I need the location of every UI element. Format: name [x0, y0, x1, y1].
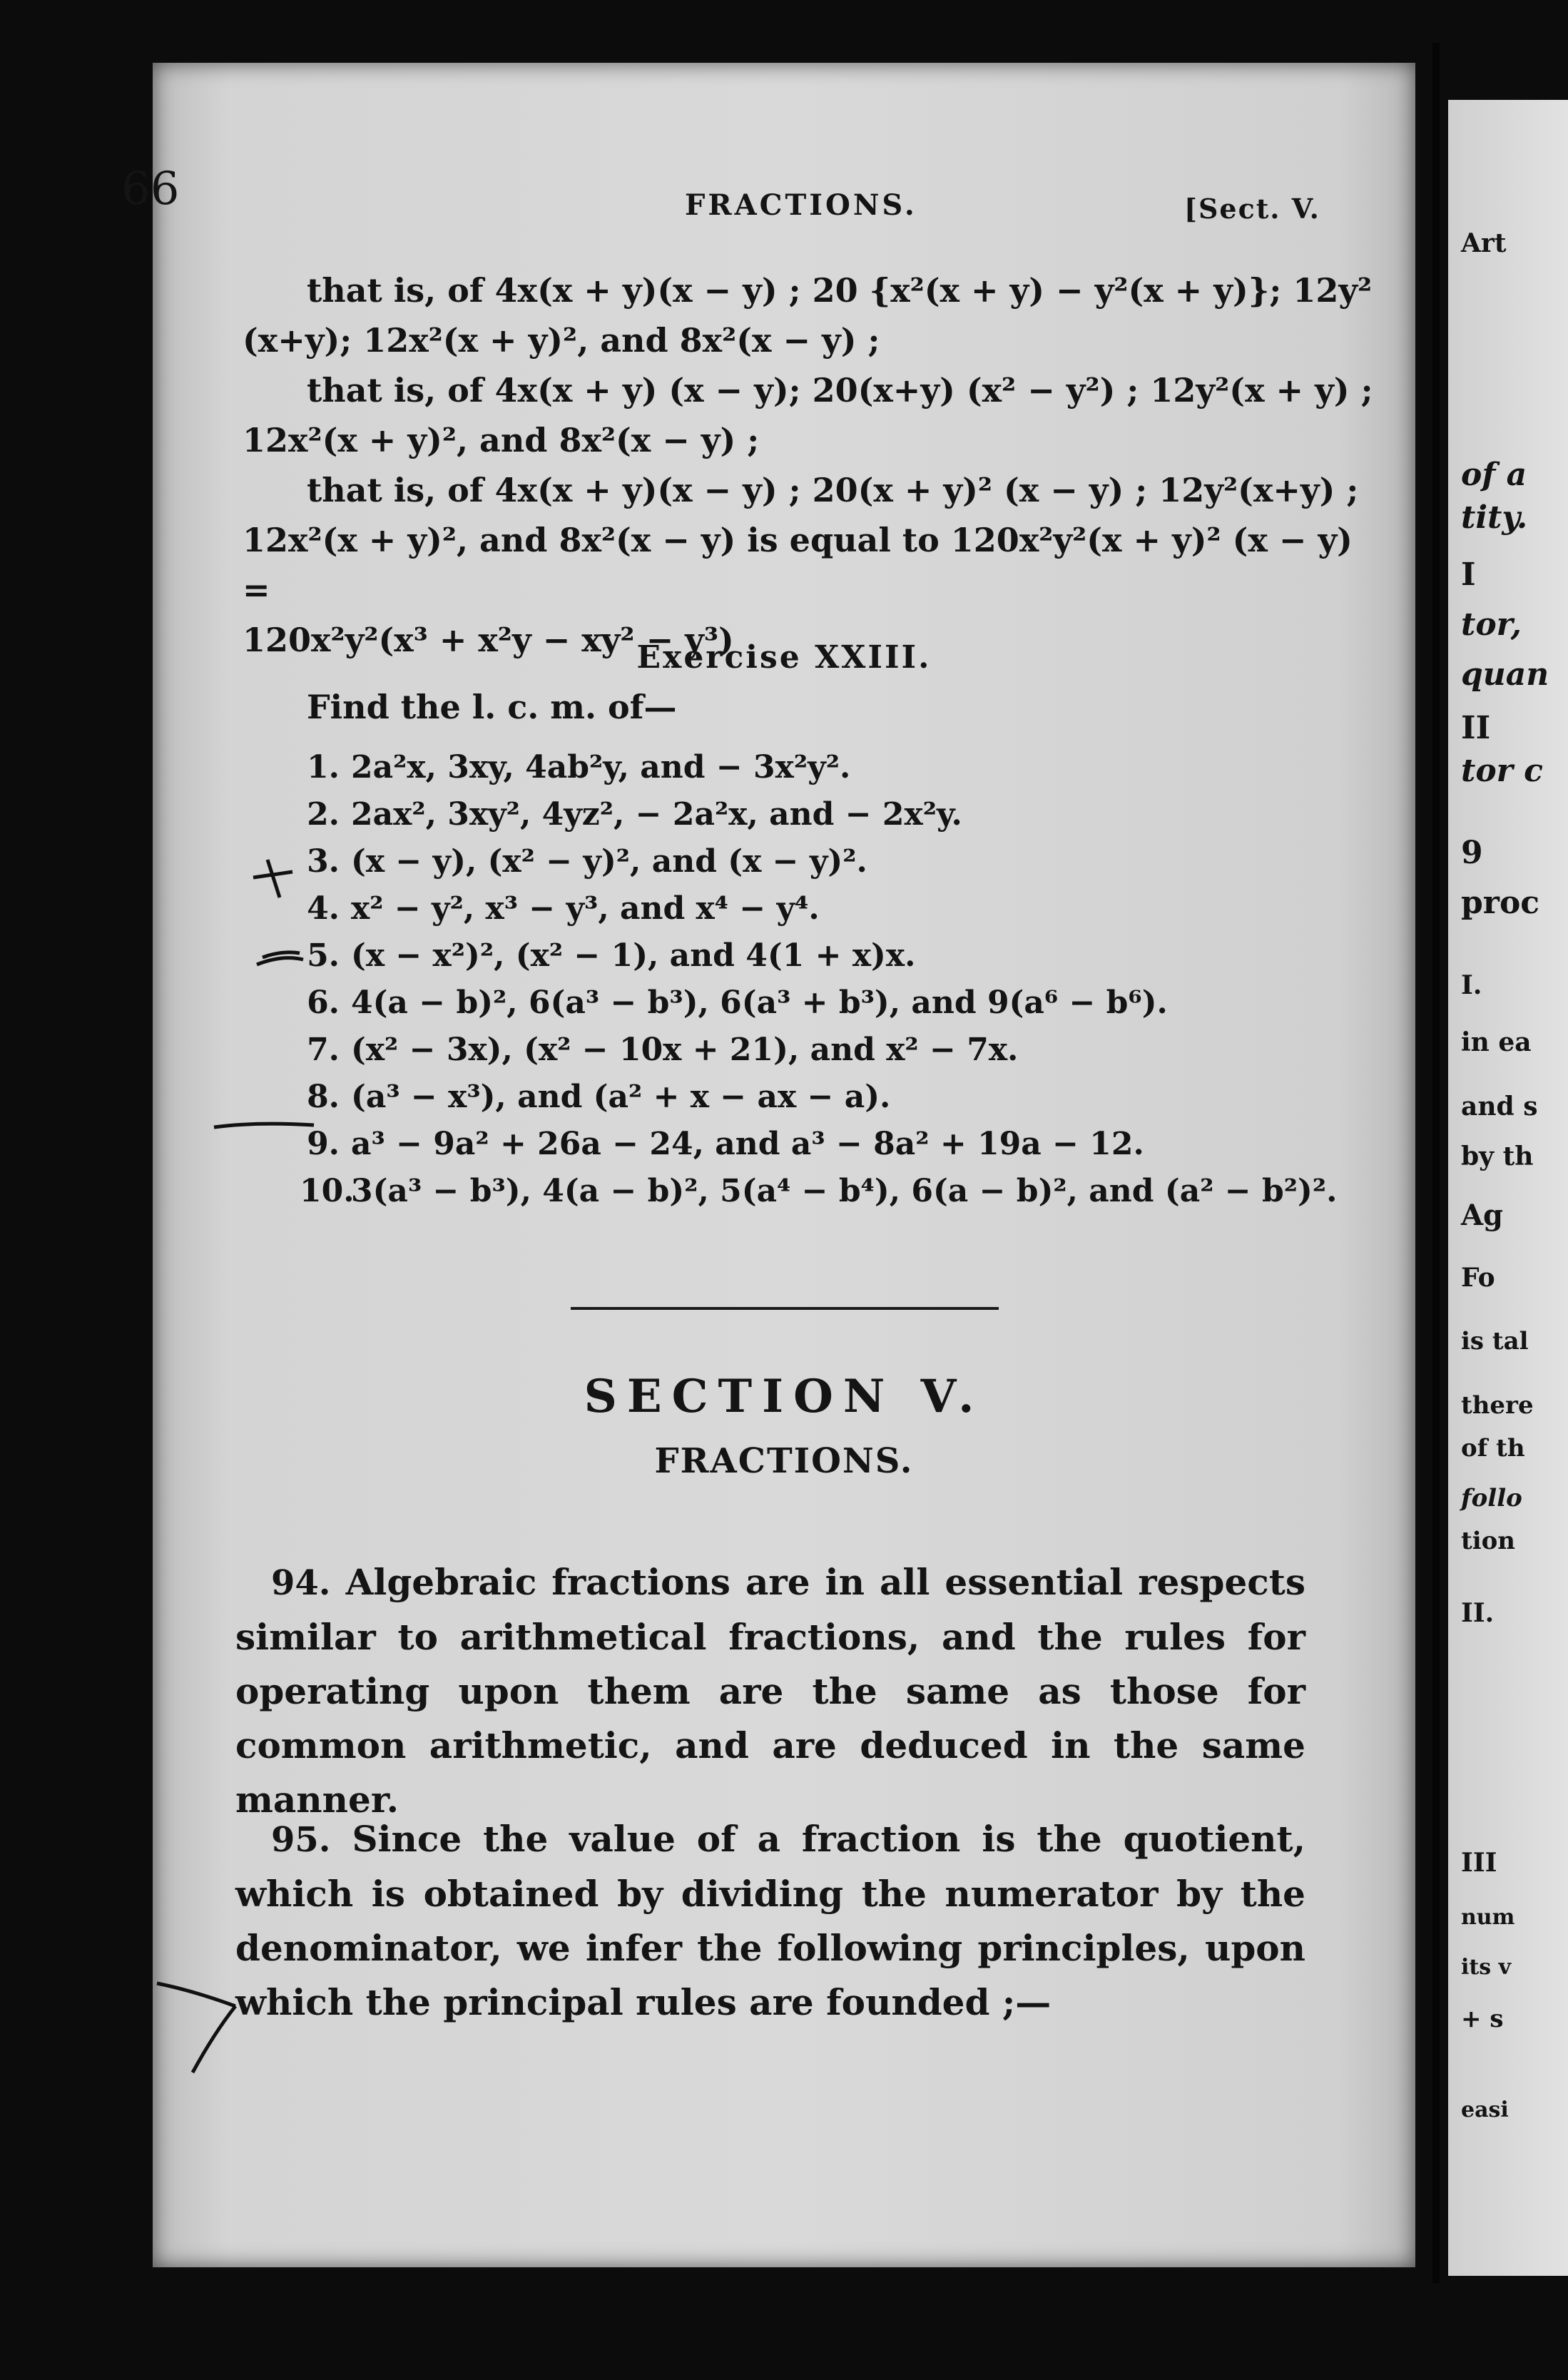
exercise-item [300, 1126, 1298, 1173]
facing-text: I. [1461, 970, 1482, 1000]
exercise-item-number: 10. [300, 1173, 355, 1209]
exercise-list [300, 749, 1338, 1220]
exercise-item-text: (x² − 3x), (x² − 10x + 21), and x² − 7x. [351, 1032, 1019, 1068]
exercise-item [300, 843, 1298, 890]
running-title: FRACTIONS. [685, 188, 917, 222]
intro-line: 12x²(x + y)², and 8x²(x − y) ; [243, 421, 760, 459]
exercise-item-text: 4(a − b)², 6(a³ − b³), 6(a³ + b³), and 9(a⁶ − b⁶). [351, 985, 1168, 1021]
exercise-item-text: a³ − 9a² + 26a − 24, and a³ − 8a² + 19a − 12. [351, 1126, 1144, 1162]
exercise-item-number: 4. [307, 890, 340, 927]
facing-text: num [1461, 1905, 1515, 1930]
intro-line: 120x²y²(x³ + x²y − xy² − y³) [243, 621, 734, 659]
facing-text: tor, [1461, 606, 1522, 643]
paragraph-text: Algebraic fractions are in all essential respects similar to arithmetical fractions, and the rules for operating upon them are the same as those for common arithmetic, and are deduced in the same manner. [235, 1561, 1305, 1821]
facing-text: of th [1461, 1434, 1525, 1463]
page-number: 66 [121, 163, 180, 215]
paragraph-number: 94. [271, 1563, 331, 1603]
paragraph-text: Since the value of a fraction is the quotient, which is obtained by dividing the numerator by the denominator, we infer the following principles, upon which the principal rules are founded ;— [235, 1818, 1305, 2023]
facing-text: quan [1461, 656, 1549, 693]
exercise-item [300, 1032, 1298, 1079]
facing-page-edge [1448, 100, 1568, 2276]
facing-text: and s [1461, 1092, 1538, 1122]
facing-text: proc [1461, 885, 1540, 921]
exercise-item [300, 1173, 1338, 1220]
exercise-item-text: 2a²x, 3xy, 4ab²y, and − 3x²y². [351, 749, 851, 785]
facing-text: easi [1461, 2097, 1509, 2122]
exercise-item [300, 1079, 1298, 1126]
exercise-item-number: 6. [307, 985, 340, 1021]
exercise-item-number: 2. [307, 796, 340, 833]
exercise-item [300, 749, 1298, 796]
section-title: SECTION V. [584, 1370, 984, 1423]
facing-text: is tal [1461, 1327, 1529, 1356]
exercise-item [300, 890, 1298, 937]
paragraph-94 [235, 1555, 1305, 1827]
exercise-item-text: x² − y², x³ − y³, and x⁴ − y⁴. [351, 890, 820, 927]
intro-line: that is, of 4x(x + y) (x − y); 20(x+y) (x² − y²) ; 12y²(x + y) ; [307, 371, 1373, 410]
exercise-item-number: 5. [307, 937, 340, 974]
facing-text: by th [1461, 1141, 1534, 1171]
section-divider [571, 1307, 999, 1310]
exercise-item-text: (a³ − x³), and (a² + x − ax − a). [351, 1079, 891, 1115]
exercise-title: Exercise XXIII. [636, 639, 932, 676]
exercise-item-text: (x − x²)², (x² − 1), and 4(1 + x)x. [351, 937, 916, 974]
facing-text: in ea [1461, 1027, 1532, 1057]
exercise-instruction: Find the l. c. m. of— [307, 688, 677, 726]
facing-text: I [1461, 556, 1476, 593]
facing-text: of a [1461, 457, 1527, 493]
exercise-item-number: 7. [307, 1032, 340, 1068]
intro-line: that is, of 4x(x + y)(x − y) ; 20(x + y)² (x − y) ; 12y²(x+y) ; [307, 471, 1359, 509]
intro-line: 12x²(x + y)², and 8x²(x − y) is equal to 120x²y²(x + y)² (x − y) = [243, 521, 1353, 609]
facing-text: follo [1461, 1484, 1522, 1512]
exercise-item [300, 937, 1298, 985]
exercise-item-text: (x − y), (x² − y)², and (x − y)². [351, 843, 867, 880]
book-spine [1432, 43, 1440, 2283]
section-subtitle: FRACTIONS. [654, 1441, 914, 1481]
intro-text [243, 265, 1384, 665]
exercise-item-number: 8. [307, 1079, 340, 1115]
exercise-item-text: 3(a³ − b³), 4(a − b)², 5(a⁴ − b⁴), 6(a − b)², and (a² − b²)². [351, 1173, 1338, 1209]
facing-text: its v [1461, 1955, 1512, 1980]
facing-text: II. [1461, 1598, 1495, 1628]
facing-text: tion [1461, 1527, 1516, 1555]
facing-text: + s [1461, 2005, 1504, 2033]
exercise-item-number: 3. [307, 843, 340, 880]
exercise-item [300, 796, 1298, 843]
facing-text: Fo [1461, 1263, 1495, 1293]
facing-text: tity. [1461, 499, 1528, 536]
exercise-item [300, 985, 1298, 1032]
facing-text: tor c [1461, 753, 1543, 789]
facing-text: Ag [1461, 1199, 1504, 1232]
intro-line: that is, of 4x(x + y)(x − y) ; 20 {x²(x + y) − y²(x + y)}; 12y² [307, 271, 1373, 310]
facing-text: III [1461, 1848, 1497, 1878]
facing-text: 9 [1461, 835, 1483, 871]
paragraph-number: 95. [271, 1820, 331, 1860]
facing-text: Art [1461, 228, 1507, 258]
exercise-item-number: 1. [307, 749, 340, 785]
section-reference: [Sect. V. [1184, 193, 1320, 225]
facing-text: there [1461, 1391, 1534, 1420]
exercise-item-number: 9. [307, 1126, 340, 1162]
facing-text: II [1461, 710, 1491, 746]
paragraph-95 [235, 1812, 1305, 2030]
intro-line: (x+y); 12x²(x + y)², and 8x²(x − y) ; [243, 321, 880, 360]
exercise-item-text: 2ax², 3xy², 4yz², − 2a²x, and − 2x²y. [351, 796, 962, 833]
